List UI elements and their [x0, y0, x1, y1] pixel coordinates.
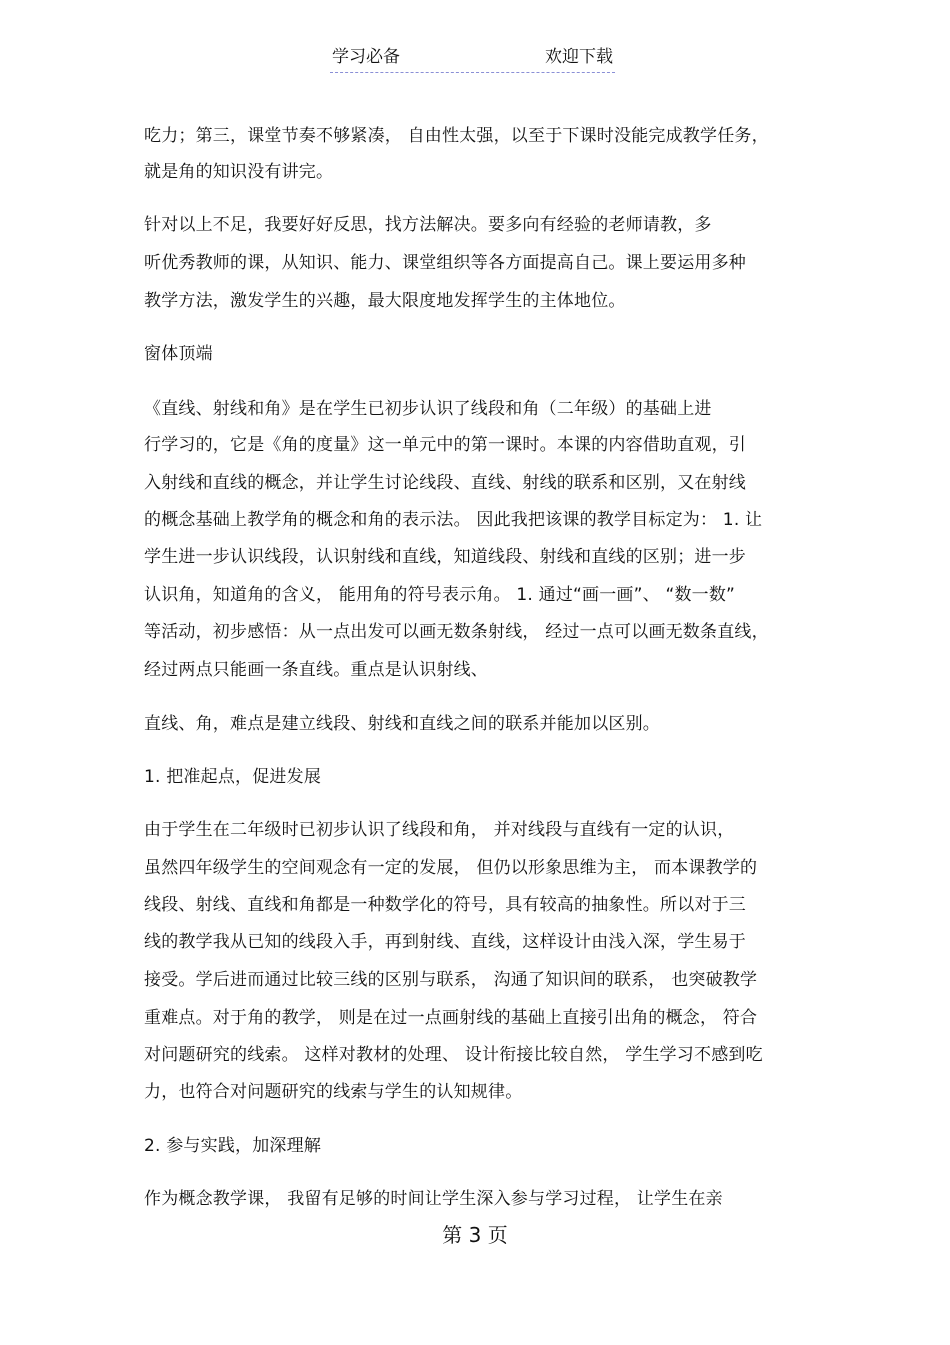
text-line: 吃力；第三，课堂节奏不够紧凑， 自由性太强，以至于下课时没能完成教学任务， — [144, 126, 769, 146]
text-line: 线段、射线、直线和角都是一种数学化的符号，具有较高的抽象性。所以对于三 — [144, 895, 746, 915]
text-line: 重难点。对于角的教学， 则是在过一点画射线的基础上直接引出角的概念， 符合 — [144, 1008, 758, 1028]
text-line: 学生进一步认识线段，认识射线和直线，知道线段、射线和直线的区别；进一步 — [144, 547, 746, 567]
text-line: 认识角，知道角的含义， 能用角的符号表示角。 1. 通过“画一画”、 “数一数” — [144, 585, 736, 605]
text-line: 力，也符合对问题研究的线索与学生的认知规律。 — [144, 1082, 523, 1102]
text-line: 的概念基础上教学角的概念和角的表示法。 因此我把该课的教学目标定为： 1. 让 — [144, 510, 763, 530]
text-line: 直线、角，难点是建立线段、射线和直线之间的联系并能加以区别。 — [144, 714, 660, 734]
text-line: 《直线、射线和角》是在学生已初步认识了线段和角（二年级）的基础上进 — [144, 399, 712, 419]
text-line: 等活动，初步感悟：从一点出发可以画无数条射线， 经过一点可以画无数条直线， — [144, 622, 769, 642]
text-line: 经过两点只能画一条直线。重点是认识射线、 — [144, 660, 488, 680]
text-line: 行学习的，它是《角的度量》这一单元中的第一课时。本课的内容借助直观，引 — [144, 435, 746, 455]
text-line: 教学方法，激发学生的兴趣，最大限度地发挥学生的主体地位。 — [144, 291, 626, 311]
header-left-text: 学习必备 — [332, 47, 400, 67]
section-heading: 1. 把准起点，促进发展 — [144, 767, 322, 787]
text-line: 就是角的知识没有讲完。 — [144, 162, 334, 182]
text-line: 入射线和直线的概念，并让学生讨论线段、直线、射线的联系和区别，又在射线 — [144, 473, 746, 493]
text-line: 对问题研究的线索。 这样对教材的处理、 设计衔接比较自然， 学生学习不感到吃 — [144, 1045, 763, 1065]
text-line: 接受。学后进而通过比较三线的区别与联系， 沟通了知识间的联系， 也突破教学 — [144, 970, 758, 990]
text-line: 针对以上不足，我要好好反思，找方法解决。要多向有经验的老师请教，多 — [144, 215, 712, 235]
section-heading: 2. 参与实践，加深理解 — [144, 1136, 322, 1156]
text-line: 听优秀教师的课，从知识、能力、课堂组织等各方面提高自己。课上要运用多种 — [144, 253, 746, 273]
text-line: 窗体顶端 — [144, 344, 213, 364]
text-line: 作为概念教学课， 我留有足够的时间让学生深入参与学习过程， 让学生在亲 — [144, 1189, 723, 1209]
page-number: 第 3 页 — [442, 1223, 508, 1247]
text-line: 线的教学我从已知的线段入手，再到射线、直线，这样设计由浅入深，学生易于 — [144, 932, 746, 952]
text-line: 由于学生在二年级时已初步认识了线段和角， 并对线段与直线有一定的认识， — [144, 820, 735, 840]
text-line: 虽然四年级学生的空间观念有一定的发展， 但仍以形象思维为主， 而本课教学的 — [144, 858, 758, 878]
header-right-text: 欢迎下载 — [545, 47, 613, 67]
page-header — [330, 46, 615, 73]
